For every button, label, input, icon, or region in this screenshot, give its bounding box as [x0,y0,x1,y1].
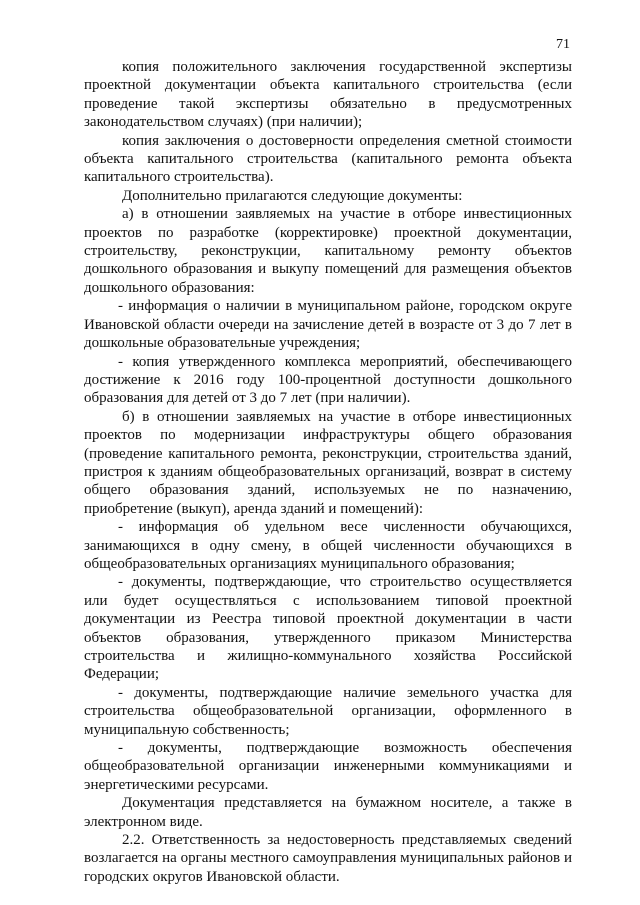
paragraph-cost-estimate-copy: копия заключения о достоверности определения сметной стоимости объекта капитального строительства (капитального ремонта объекта капитального строительства). [84,132,572,186]
paragraph-measures-copy: - копия утвержденного комплекса мероприятий, обеспечивающего достижение к 2016 году 100-процентной доступности дошкольного образования для детей от 3 до 7 лет (при наличии). [84,353,572,407]
paragraph-utilities-docs: - документы, подтверждающие возможность обеспечения общеобразовательной организации инженерными коммуникациями и энергетическими ресурсами. [84,740,572,793]
paragraph-single-shift-info: - информация об удельном весе численности обучающихся, занимающихся в одну смену, в общей численности обучающихся в общеобразовательных организациях муниципального образования; [84,519,572,572]
paragraph-expertise-copy: копия положительного заключения государственной экспертизы проектной документации объекта капитального строительства (если проведение такой экспертизы обязательно в предусмотренных законодательством случаях) (при наличии); [84,59,572,131]
paragraph-section-2-2: 2.2. Ответственность за недостоверность представляемых сведений возлагается на органы местного самоуправления муниципальных районов и городских округов Ивановской области. [84,832,572,885]
paragraph-documentation-format: Документация представляется на бумажном носителе, а также в электронном виде. [84,795,572,830]
paragraph-queue-info: - информация о наличии в муниципальном районе, городском округе Ивановской области очереди на зачисление детей в возрасте от 3 до 7 лет в дошкольные образовательные учреждения; [84,298,572,352]
paragraph-item-b: б) в отношении заявляемых на участие в отборе инвестиционных проектов по модернизации инфраструктуры общего образования (проведение капитального ремонта, реконструкции, строительства зданий, пристроя к зданиям общеобразовательных организаций, возврат в систему общего образования зданий, используемых не по назначению, приобретение (выкуп), аренда зданий и помещений): [84,408,572,517]
paragraph-land-plot-docs: - документы, подтверждающие наличие земельного участка для строительства общеобразовательной организации, оформленного в муниципальную собственность; [84,684,572,738]
paragraph-additional-documents: Дополнительно прилагаются следующие документы: [122,187,463,204]
page-number: 71 [556,37,570,52]
paragraph-item-a: а) в отношении заявляемых на участие в отборе инвестиционных проектов по разработке (корректировке) проектной документации, строительству, реконструкции, капитальному ремонту объектов дошкольного образования и выкупу помещений для размещения объектов дошкольного образования: [84,206,572,296]
document-body [84,58,572,886]
paragraph-typical-design-docs: - документы, подтверждающие, что строительство осуществляется или будет осуществляться с использованием типовой проектной документации из Реестра типовой проектной документации в части объектов образования, утвержденного приказом Министерства строительства и жилищно-коммунального хозяйства Российской Федерации; [84,574,572,683]
